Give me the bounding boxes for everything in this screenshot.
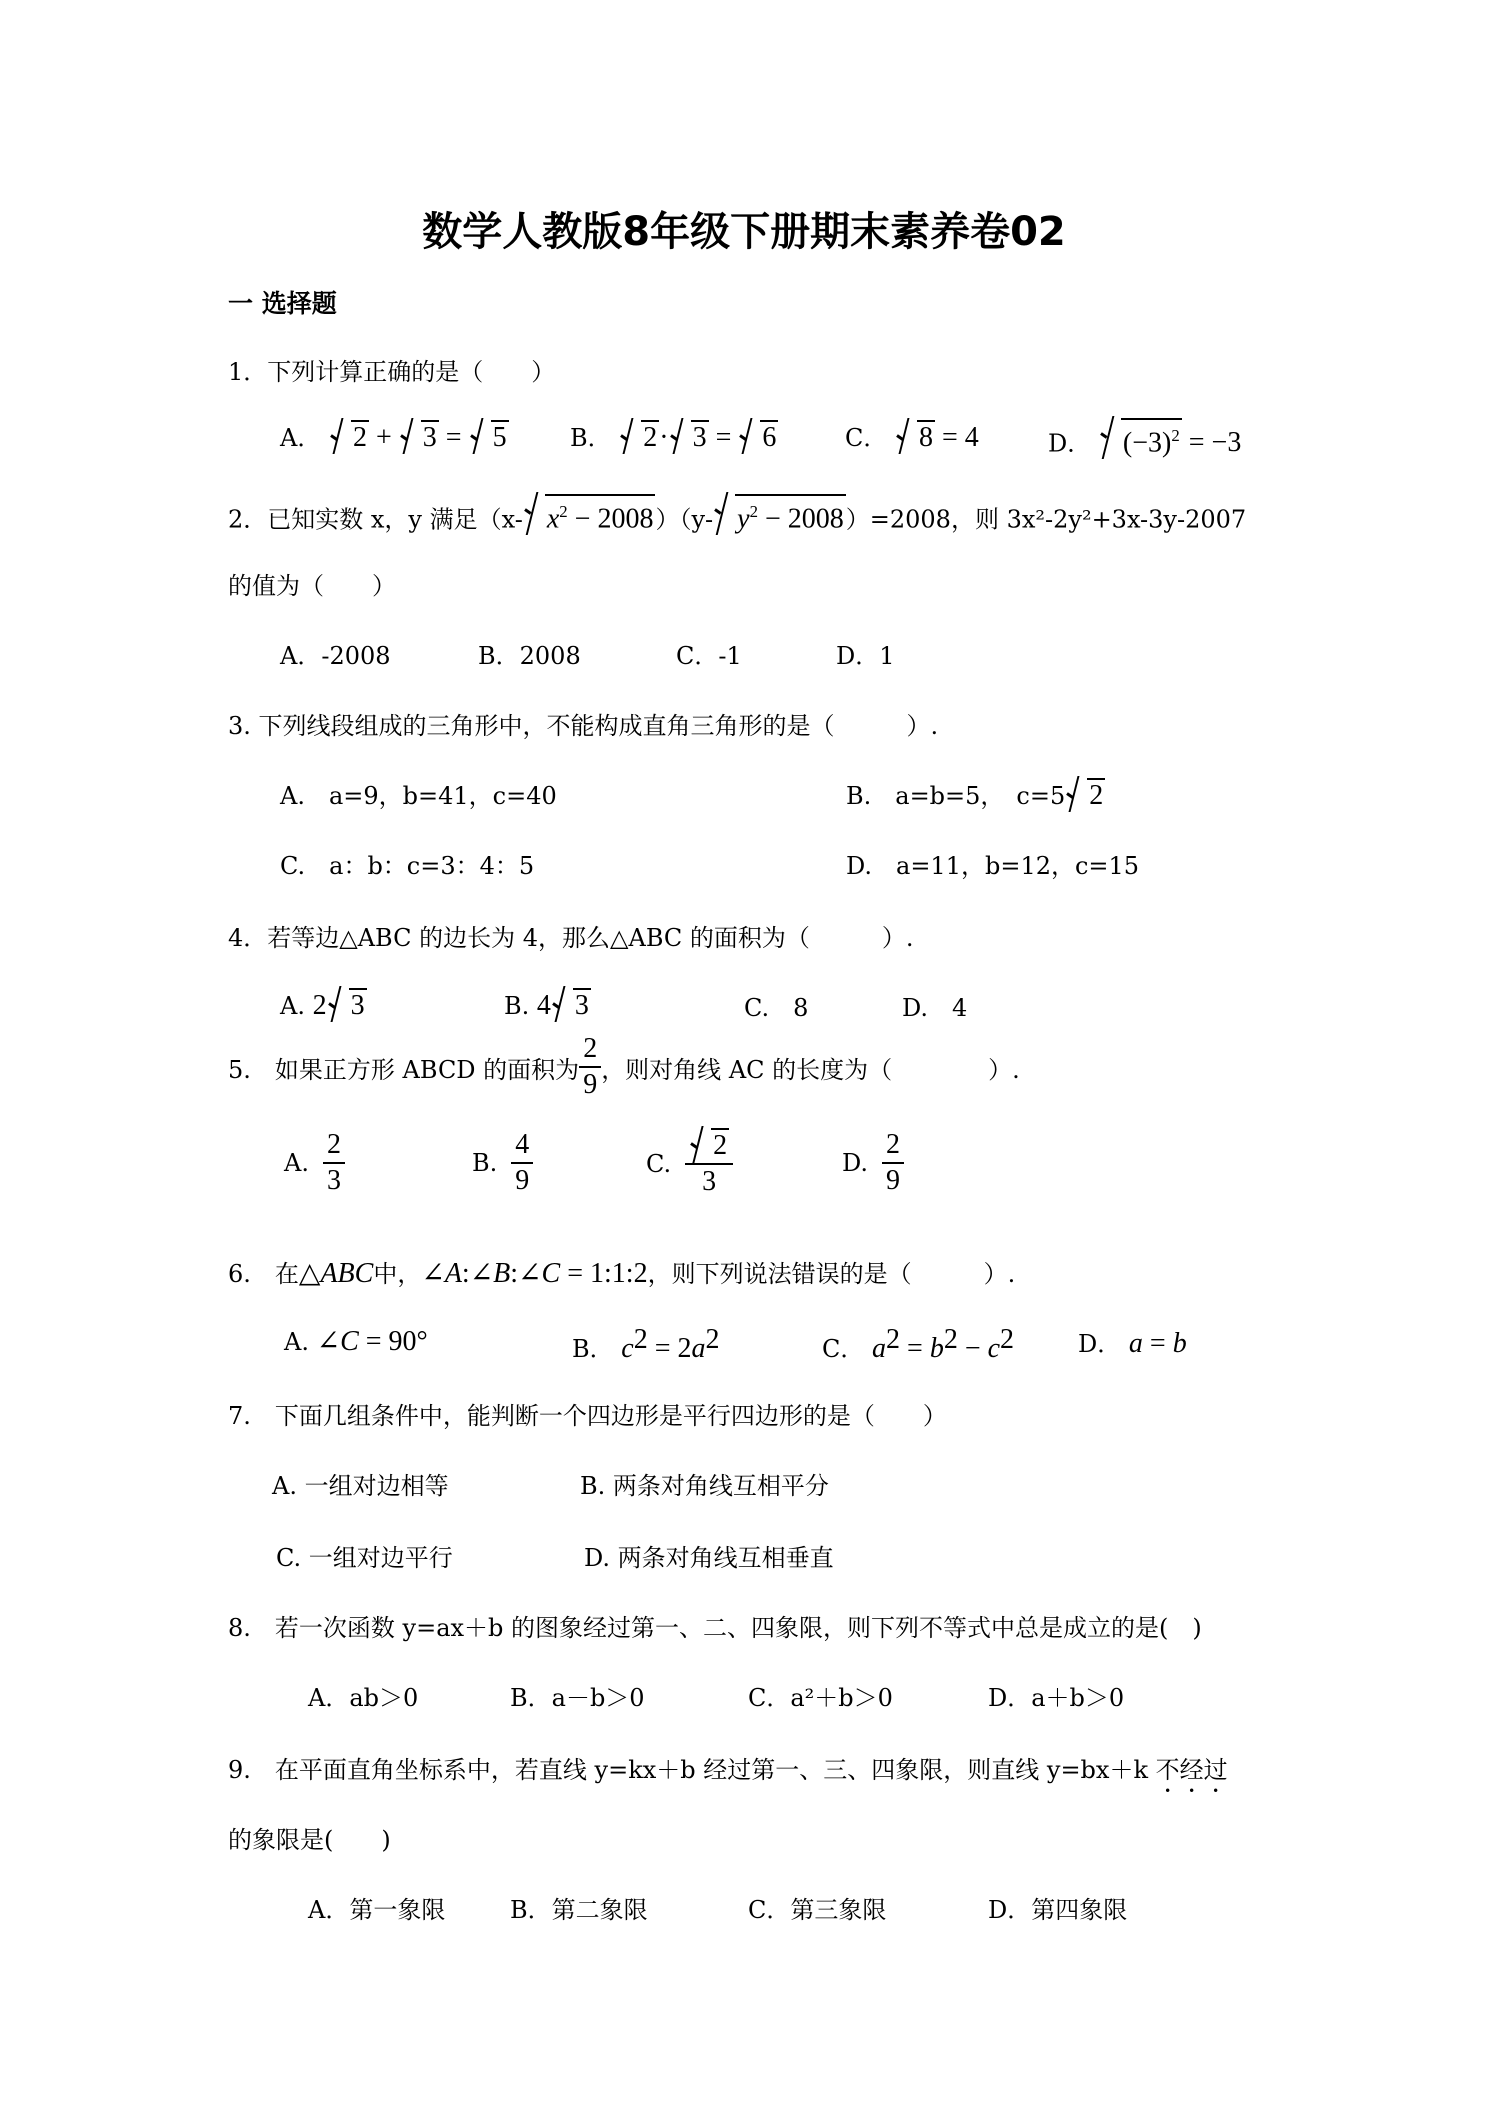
emphasis-dotted-text: 不经过 xyxy=(1155,1756,1228,1784)
q7-option-a: A. 一组对边相等 xyxy=(272,1472,449,1500)
q2-option-d: D．1 xyxy=(836,642,895,670)
q8-option-c: C．a²＋b＞0 xyxy=(748,1684,893,1712)
q5-option-c: C. $\frac{2}{3}$ xyxy=(646,1128,733,1199)
q5-option-d: D. $\frac{2}{9}$ xyxy=(842,1128,904,1198)
q2-option-b: B．2008 xyxy=(478,642,581,670)
question-2-stem: 2．已知实数 x，y 满足（x- $x^2 - 2008)(y-$ $y^2 - 2008)=2008$，则 3x²-2y²+3x-3y-2007 xyxy=(228,494,1246,535)
q5-option-a: A. $\frac{2}{3}$ xyxy=(284,1128,345,1198)
q4-option-c: C. 8 xyxy=(744,994,809,1022)
section-heading: 一 选择题 xyxy=(228,289,337,318)
q4-option-a: A. 2 3 xyxy=(280,990,365,1021)
question-8-stem: 8. 若一次函数 y=ax＋b 的图象经过第一、二、四象限，则下列不等式中总是成立的是( ) xyxy=(228,1614,1202,1642)
q9-option-c: C．第三象限 xyxy=(748,1896,887,1924)
q1-option-a: A． 2 + 3 = 5 xyxy=(280,422,507,453)
question-2-stem-line2: 的值为（ ） xyxy=(228,572,396,600)
question-9-stem-line2: 的象限是( ) xyxy=(228,1826,391,1854)
question-6-stem: 6. 在△ABC中，∠A:∠B:∠C = 1:1:2，则下列说法错误的是（ ）. xyxy=(228,1258,1016,1289)
q9-option-d: D．第四象限 xyxy=(988,1896,1128,1924)
q3-option-c: C. a：b：c=3：4：5 xyxy=(280,852,535,880)
question-7-stem: 7. 下面几组条件中，能判断一个四边形是平行四边形的是（ ） xyxy=(228,1402,947,1430)
q8-option-b: B．a－b＞0 xyxy=(510,1684,645,1712)
q7-option-d: D. 两条对角线互相垂直 xyxy=(584,1544,834,1572)
q3-option-d: D. a=11，b=12，c=15 xyxy=(846,852,1140,880)
q4-option-b: B. 4 3 xyxy=(504,990,589,1021)
q1-option-b: B． 2· 3 = 6 xyxy=(570,422,777,453)
q8-option-d: D．a＋b＞0 xyxy=(988,1684,1125,1712)
question-5-stem: 5. 如果正方形 ABCD 的面积为 $\frac{2}{9}$ ，则对角线 AC 的长度为（ ）. xyxy=(228,1033,1020,1100)
page-title: 数学人教版8年级下册期末素养卷02 xyxy=(422,209,1066,255)
q6-option-c: C． $a^2 = b^2 - c^2$ xyxy=(822,1324,1015,1364)
q7-option-c: C. 一组对边平行 xyxy=(276,1544,453,1572)
question-3-stem: 3. 下列线段组成的三角形中，不能构成直角三角形的是（ ）. xyxy=(228,712,939,740)
question-1-stem: 1．下列计算正确的是（ ） xyxy=(228,358,556,386)
q8-option-a: A．ab＞0 xyxy=(308,1684,419,1712)
q6-option-b: B． $c^2 = 2a^2$ xyxy=(572,1324,720,1364)
q2-option-a: A．-2008 xyxy=(280,642,391,670)
q5-option-b: B. $\frac{4}{9}$ xyxy=(472,1128,533,1198)
q7-option-b: B. 两条对角线互相平分 xyxy=(580,1472,829,1500)
question-9-stem: 9. 在平面直角坐标系中，若直线 y=kx＋b 经过第一、三、四象限，则直线 y=bx＋k 不经过 xyxy=(228,1756,1228,1784)
q6-option-a: A. ∠C = 90° xyxy=(284,1326,428,1357)
q6-option-d: D． a = b xyxy=(1078,1328,1187,1359)
q1-option-d: D． $(-3)^2 = -3$ xyxy=(1048,418,1241,459)
q9-option-a: A．第一象限 xyxy=(308,1896,446,1924)
q3-option-a: A. a=9，b=41，c=40 xyxy=(280,782,557,810)
q3-option-b: B. a=b=5， c=5 2 xyxy=(846,780,1104,811)
q4-option-d: D. 4 xyxy=(902,994,968,1022)
q1-option-c: C． 8 = 4 xyxy=(845,422,979,453)
q2-option-c: C．-1 xyxy=(676,642,742,670)
q9-option-b: B．第二象限 xyxy=(510,1896,648,1924)
question-4-stem: 4．若等边△ABC 的边长为 4，那么△ABC 的面积为（ ）. xyxy=(228,924,914,952)
